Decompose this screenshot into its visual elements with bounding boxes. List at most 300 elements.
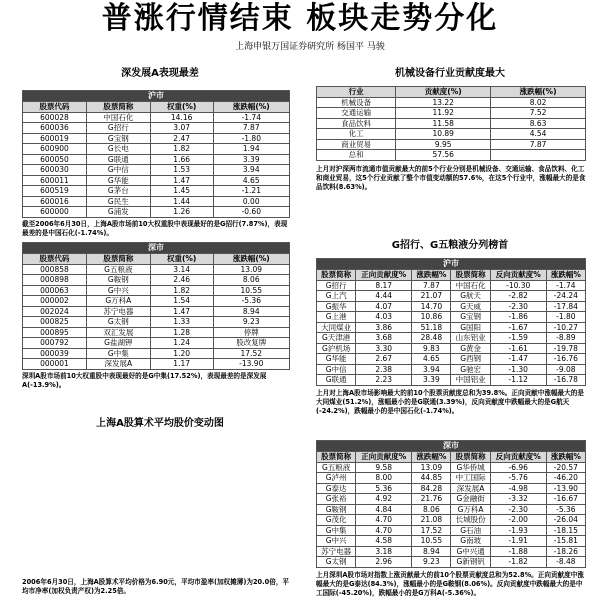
column-header: 涨跌幅(%) <box>491 87 586 98</box>
column-header: 权重(%) <box>150 102 213 113</box>
table-cell: G天津港 <box>317 333 356 344</box>
table-cell: 2.46 <box>150 275 213 286</box>
table-cell: 7.87 <box>213 123 289 134</box>
table-cell: 7.87 <box>491 139 586 150</box>
table-cell: 1.82 <box>150 144 213 155</box>
table-cell: -1.74 <box>213 112 289 123</box>
column-header: 正向贡献度% <box>356 452 412 463</box>
table-cell: -5.36 <box>546 504 585 515</box>
table-cell: 9.83 <box>412 343 451 354</box>
table-cell: 3.39 <box>213 154 289 165</box>
table-cell: 深发展A <box>86 359 150 370</box>
table-cell: -16.78 <box>546 375 585 386</box>
table-cell: 1.82 <box>150 285 213 296</box>
table-cell: 84.28 <box>412 483 451 494</box>
table-cell: 中工国际 <box>451 473 490 484</box>
table-cell: G黄金 <box>451 343 490 354</box>
table-cell: G张裕 <box>317 494 356 505</box>
column-header: 股票简称 <box>86 254 150 265</box>
column-header: 正向贡献度% <box>356 270 412 281</box>
table-cell: 4.07 <box>356 301 412 312</box>
table-cell: -18.26 <box>546 546 585 557</box>
table-cell: -1.47 <box>490 354 546 365</box>
column-header: 股票代码 <box>23 254 87 265</box>
table-cell: 000858 <box>23 264 87 275</box>
table-row <box>23 175 290 186</box>
table-cell: 5.36 <box>356 483 412 494</box>
table-cell: 1.94 <box>213 144 289 155</box>
table-row <box>317 536 586 547</box>
table-cell: 51.18 <box>412 322 451 333</box>
table-cell: 3.07 <box>150 123 213 134</box>
table-cell: 1.54 <box>150 296 213 307</box>
table-row <box>317 301 586 312</box>
table-cell: 14.16 <box>150 112 213 123</box>
table-cell: G联通 <box>86 154 150 165</box>
table-cell: G五粮液 <box>86 264 150 275</box>
table-row <box>317 150 586 161</box>
table-cell: 600000 <box>23 207 87 218</box>
table-row <box>23 112 290 123</box>
table-row <box>23 186 290 197</box>
table-cell: 21.08 <box>412 515 451 526</box>
table-cell: 11.58 <box>396 118 491 129</box>
table-cell: G中集 <box>317 525 356 536</box>
table-cell: 002024 <box>23 306 87 317</box>
table-cell: G振华 <box>317 301 356 312</box>
table-cell: G上汽 <box>317 291 356 302</box>
column-header: 股票简称 <box>451 270 490 281</box>
table-cell: 1.45 <box>150 186 213 197</box>
table-cell: 21.76 <box>412 494 451 505</box>
table-cell: 000792 <box>23 338 87 349</box>
table-row <box>23 154 290 165</box>
table-row <box>317 118 586 129</box>
table-cell: 4.65 <box>412 354 451 365</box>
table-cell: 4.58 <box>356 536 412 547</box>
table-cell: G茅台 <box>86 186 150 197</box>
table-cell: 28.48 <box>412 333 451 344</box>
table-cell: -3.32 <box>490 494 546 505</box>
table-cell: 食品饮料 <box>317 118 396 129</box>
table-cell: 4.84 <box>356 504 412 515</box>
table-cell: 9.23 <box>213 317 289 328</box>
table-band: 沪市 <box>317 259 586 270</box>
table-cell: -8.89 <box>546 333 585 344</box>
table-cell: -1.21 <box>213 186 289 197</box>
table-cell: G长电 <box>86 144 150 155</box>
section-title-sz: 深发展A表现最差 <box>121 68 199 79</box>
table-row <box>23 275 290 286</box>
table-cell: 8.06 <box>213 275 289 286</box>
table-row <box>317 546 586 557</box>
table-cell: 000001 <box>23 359 87 370</box>
table-cell: G华能 <box>86 175 150 186</box>
table-row <box>23 359 290 370</box>
table-cell: -5.76 <box>490 473 546 484</box>
table-cell: G泰达 <box>317 483 356 494</box>
table-band: 深市 <box>23 243 290 254</box>
table-cell: G招行 <box>86 123 150 134</box>
table-cell: 1.17 <box>150 359 213 370</box>
section-title-gl: G招行、G五粮液分列榜首 <box>391 240 509 251</box>
column-header: 股票简称 <box>317 270 356 281</box>
table-cell: 机械设备 <box>317 97 396 108</box>
column-header: 涨跌幅(%) <box>213 102 289 113</box>
table-cell: 10.55 <box>412 536 451 547</box>
column-header: 股票简称 <box>317 452 356 463</box>
byline: 上海申银万国证券研究所 杨国平 马骏 <box>235 42 385 52</box>
table-cell: 3.30 <box>356 343 412 354</box>
table-row <box>23 327 290 338</box>
table-row <box>317 312 586 323</box>
table-cell: 总和 <box>317 150 396 161</box>
table-row <box>23 296 290 307</box>
table-row <box>317 483 586 494</box>
table-row <box>317 333 586 344</box>
table-cell: 1.44 <box>150 196 213 207</box>
table-row <box>317 462 586 473</box>
column-header: 涨跌幅(%) <box>213 254 289 265</box>
table-cell: 1.66 <box>150 154 213 165</box>
table-cell: 4.65 <box>213 175 289 186</box>
table-cell: 停牌 <box>213 327 289 338</box>
table-cell: 000002 <box>23 296 87 307</box>
table-row <box>23 338 290 349</box>
table-cell: 苏宁电器 <box>86 306 150 317</box>
table-cell: 8.02 <box>491 97 586 108</box>
table-cell: G宝钢 <box>451 312 490 323</box>
table-cell: -18.15 <box>546 525 585 536</box>
table-cell: 9.23 <box>412 557 451 568</box>
table-cell: -10.30 <box>490 280 546 291</box>
table-cell: 4.92 <box>356 494 412 505</box>
table-cell: G航天 <box>451 291 490 302</box>
column-header: 权重(%) <box>150 254 213 265</box>
table-cell: 8.63 <box>491 118 586 129</box>
table-cell: 股改复牌 <box>213 338 289 349</box>
table-cell: -1.67 <box>490 322 546 333</box>
headline: 普涨行情结束 板块走势分化 <box>101 1 499 36</box>
table-cell: 57.56 <box>396 150 491 161</box>
column-header: 涨跌幅% <box>412 270 451 281</box>
column-header: 股票代码 <box>23 102 87 113</box>
table-cell: G新钢钒 <box>451 557 490 568</box>
table-row <box>317 557 586 568</box>
table-caption: 上月对上海A股市场影响最大的前10个股票贡献度总和为39.8%。正向贡献中涨幅最大的是大同煤业(51.2%)，涨幅最小的是G联通(3.39%)，反向贡献度中跌幅最大的是G航天(-24.2%)，跌幅最小的是中国石化(-1.74%)。 <box>316 388 584 415</box>
table-band: 沪市 <box>23 91 290 102</box>
table-row <box>317 364 586 375</box>
table-cell: 3.94 <box>213 165 289 176</box>
table-row <box>23 348 290 359</box>
table-cell: G泸州 <box>317 473 356 484</box>
table-cell: -5.36 <box>213 296 289 307</box>
table-cell: 8.17 <box>356 280 412 291</box>
table-cell: -1.30 <box>490 364 546 375</box>
table-row <box>317 504 586 515</box>
table-cell: 600050 <box>23 154 87 165</box>
table-caption: 截至2006年6月30日，上海A股市场前10大权重股中表现最好的是G招行(7.87%)，表现最差的是中国石化(-1.74%)。 <box>22 219 288 237</box>
table-cell <box>491 150 586 161</box>
table-cell: 9.95 <box>396 139 491 150</box>
table-cell: G联通 <box>317 375 356 386</box>
table-cell: G华能 <box>317 354 356 365</box>
table-cell: -1.61 <box>490 343 546 354</box>
table-cell: -4.98 <box>490 483 546 494</box>
table-cell: -16.76 <box>546 354 585 365</box>
table-cell: 8.06 <box>412 504 451 515</box>
table-row <box>317 97 586 108</box>
table-cell: -8.48 <box>546 557 585 568</box>
table-sz-contribution <box>316 440 586 598</box>
table-cell: 17.52 <box>412 525 451 536</box>
section-title-avg: 上海A股算术平均股价变动图 <box>96 418 224 429</box>
table-cell: G驰宏 <box>451 364 490 375</box>
table-cell: -2.82 <box>490 291 546 302</box>
table-cell: -1.12 <box>490 375 546 386</box>
table-cell: G中信 <box>317 364 356 375</box>
table-cell: 13.09 <box>412 462 451 473</box>
table-cell: 商业贸易 <box>317 139 396 150</box>
table-cell: -2.30 <box>490 301 546 312</box>
column-header: 涨跌幅% <box>546 452 585 463</box>
column-header: 涨跌幅% <box>412 452 451 463</box>
table-cell: 000063 <box>23 285 87 296</box>
table-cell: G太钢 <box>86 317 150 328</box>
table-cell: 600028 <box>23 112 87 123</box>
table-cell: -1.86 <box>490 312 546 323</box>
table-cell: 10.86 <box>412 312 451 323</box>
table-cell: 2.96 <box>356 557 412 568</box>
table-cell: -10.27 <box>546 322 585 333</box>
table-caption: 上月深圳A股市场对指数上涨贡献最大的前10个股票贡献度总和为52.8%。正向贡献度中涨幅最大的是G泰达(84.3%)，涨幅最小的是G鞍钢(8.06%)。反向贡献度中跌幅最大的是中工国际(-45.20%)，跌幅最小的是G万科A(-5.36%)。 <box>316 570 584 597</box>
table-cell: -1.88 <box>490 546 546 557</box>
table-cell: 3.14 <box>150 264 213 275</box>
table-cell: -9.08 <box>546 364 585 375</box>
table-cell: G石油 <box>451 525 490 536</box>
table-cell: -26.04 <box>546 515 585 526</box>
table-row <box>317 280 586 291</box>
table-cell: 600019 <box>23 133 87 144</box>
table-row <box>317 322 586 333</box>
table-cell: 13.22 <box>396 97 491 108</box>
table-band: 深市 <box>317 441 586 452</box>
section-title-jx: 机械设备行业贡献度最大 <box>395 68 505 79</box>
table-cell: 4.70 <box>356 515 412 526</box>
table-cell: 10.89 <box>396 129 491 140</box>
table-row <box>23 264 290 275</box>
table-cell: -2.00 <box>490 515 546 526</box>
table-cell: -0.60 <box>213 207 289 218</box>
table-row <box>23 196 290 207</box>
table-cell: -15.81 <box>546 536 585 547</box>
table-cell: 1.28 <box>150 327 213 338</box>
column-header: 股票简称 <box>451 452 490 463</box>
table-cell: 21.07 <box>412 291 451 302</box>
table-row <box>317 494 586 505</box>
table-sz-weights <box>22 242 290 390</box>
table-cell: G鞍钢 <box>317 504 356 515</box>
column-header: 反向贡献度% <box>490 270 546 281</box>
table-cell: 3.18 <box>356 546 412 557</box>
table-cell: 1.26 <box>150 207 213 218</box>
table-cell: 3.39 <box>412 375 451 386</box>
table-cell: -46.20 <box>546 473 585 484</box>
table-cell: 10.55 <box>213 285 289 296</box>
table-cell: 中国石化 <box>86 112 150 123</box>
table-cell: -1.59 <box>490 333 546 344</box>
table-cell: 600011 <box>23 175 87 186</box>
table-cell: G沪机场 <box>317 343 356 354</box>
table-cell: 深发展A <box>451 483 490 494</box>
table-row <box>23 207 290 218</box>
table-caption: 上月对沪深两市流通市值贡献最大的前5个行业分别是机械设备、交通运输、食品饮料、化工和商业贸易，这5个行业贡献了整个市值变动额的57.6%，在这5个行业中，涨幅最大的是食品饮料(8.63%)。 <box>316 164 586 191</box>
table-cell: 交通运输 <box>317 108 396 119</box>
table-cell: 双汇发展 <box>86 327 150 338</box>
table-cell: G中集 <box>86 348 150 359</box>
table-cell: 14.70 <box>412 301 451 312</box>
table-cell: G浦发 <box>86 207 150 218</box>
table-cell: 1.33 <box>150 317 213 328</box>
table-cell: -19.78 <box>546 343 585 354</box>
table-cell: 600016 <box>23 196 87 207</box>
table-row <box>23 306 290 317</box>
table-cell: 600900 <box>23 144 87 155</box>
table-cell: 4.03 <box>356 312 412 323</box>
table-sh-weights <box>22 90 290 238</box>
table-cell: G招行 <box>317 280 356 291</box>
table-cell: -24.24 <box>546 291 585 302</box>
table-cell: -1.82 <box>490 557 546 568</box>
table-cell: 8.94 <box>213 306 289 317</box>
table-cell: G万科A <box>451 504 490 515</box>
table-cell: G天威 <box>451 301 490 312</box>
table-cell: G中兴通 <box>451 546 490 557</box>
table-cell: 1.47 <box>150 175 213 186</box>
table-cell: 4.44 <box>356 291 412 302</box>
table-row <box>317 354 586 365</box>
table-cell: -1.80 <box>546 312 585 323</box>
table-cell: 大同煤业 <box>317 322 356 333</box>
table-cell: G西钢 <box>451 354 490 365</box>
table-cell: 600519 <box>23 186 87 197</box>
table-cell: -20.57 <box>546 462 585 473</box>
chart-placeholder <box>22 430 290 570</box>
table-cell: -1.91 <box>490 536 546 547</box>
table-cell: 山东铝业 <box>451 333 490 344</box>
table-row <box>23 317 290 328</box>
table-cell: 1.47 <box>150 306 213 317</box>
table-cell: -13.90 <box>213 359 289 370</box>
table-cell: 4.70 <box>356 525 412 536</box>
table-row <box>317 343 586 354</box>
table-cell: G万科A <box>86 296 150 307</box>
table-cell: G盐湖钾 <box>86 338 150 349</box>
table-cell: 000039 <box>23 348 87 359</box>
table-sh-contribution <box>316 258 586 416</box>
table-row <box>317 139 586 150</box>
table-cell: G中兴 <box>317 536 356 547</box>
table-cell: 2.23 <box>356 375 412 386</box>
table-cell: 2.38 <box>356 364 412 375</box>
table-cell: 0.00 <box>213 196 289 207</box>
table-cell: 3.68 <box>356 333 412 344</box>
table-cell: 9.58 <box>356 462 412 473</box>
column-header: 贡献度(%) <box>396 87 491 98</box>
table-row <box>23 285 290 296</box>
table-row <box>23 165 290 176</box>
table-row <box>317 291 586 302</box>
table-row <box>317 525 586 536</box>
table-cell: -13.90 <box>546 483 585 494</box>
table-row <box>317 515 586 526</box>
table-cell: 1.53 <box>150 165 213 176</box>
column-header: 股票简称 <box>86 102 150 113</box>
table-cell: G宝钢 <box>86 133 150 144</box>
table-cell: -2.30 <box>490 504 546 515</box>
table-row <box>23 123 290 134</box>
table-cell: G金融街 <box>451 494 490 505</box>
table-cell: G茂化 <box>317 515 356 526</box>
table-cell: 13.09 <box>213 264 289 275</box>
table-cell: 000898 <box>23 275 87 286</box>
table-cell: -1.74 <box>546 280 585 291</box>
table-cell: 长城股份 <box>451 515 490 526</box>
table-cell: 000895 <box>23 327 87 338</box>
table-cell: 11.92 <box>396 108 491 119</box>
table-cell: 4.54 <box>491 129 586 140</box>
table-cell: 600030 <box>23 165 87 176</box>
table-cell: 3.86 <box>356 322 412 333</box>
table-cell: 000825 <box>23 317 87 328</box>
table-row <box>317 129 586 140</box>
table-cell: 8.94 <box>412 546 451 557</box>
column-header: 行业 <box>317 87 396 98</box>
table-cell: -16.67 <box>546 494 585 505</box>
table-industry-contribution <box>316 86 586 192</box>
table-row <box>317 375 586 386</box>
table-cell: G中信 <box>86 165 150 176</box>
table-cell: G华侨城 <box>451 462 490 473</box>
table-cell: -1.93 <box>490 525 546 536</box>
table-cell: -17.84 <box>546 301 585 312</box>
table-cell: G中兴 <box>86 285 150 296</box>
table-cell: G上港 <box>317 312 356 323</box>
table-cell: 1.20 <box>150 348 213 359</box>
table-row <box>317 108 586 119</box>
table-cell: 化工 <box>317 129 396 140</box>
table-cell: -6.96 <box>490 462 546 473</box>
table-cell: 2.47 <box>150 133 213 144</box>
table-cell: 1.24 <box>150 338 213 349</box>
table-cell: G国阳 <box>451 322 490 333</box>
table-cell: G南玻 <box>451 536 490 547</box>
table-cell: 苏宁电器 <box>317 546 356 557</box>
table-cell: 600036 <box>23 123 87 134</box>
table-cell: 3.94 <box>412 364 451 375</box>
table-cell: 中国铝业 <box>451 375 490 386</box>
table-cell: 8.00 <box>356 473 412 484</box>
table-cell: -1.80 <box>213 133 289 144</box>
table-row <box>317 473 586 484</box>
table-cell: 中国石化 <box>451 280 490 291</box>
table-cell: 7.87 <box>412 280 451 291</box>
table-row <box>23 144 290 155</box>
table-cell: 44.85 <box>412 473 451 484</box>
table-cell: G五粮液 <box>317 462 356 473</box>
table-caption: 深圳A股市场前10大权重股中表现最好的是G中集(17.52%)，表现最差的是深发展A(-13.9%)。 <box>22 371 267 389</box>
avg-caption: 2006年6月30日，上海A股算术平均价格为6.90元，平均市盈率(加权摊薄)为20.0倍，平均市净率(加权负责产权)为2.25倍。 <box>22 578 290 595</box>
